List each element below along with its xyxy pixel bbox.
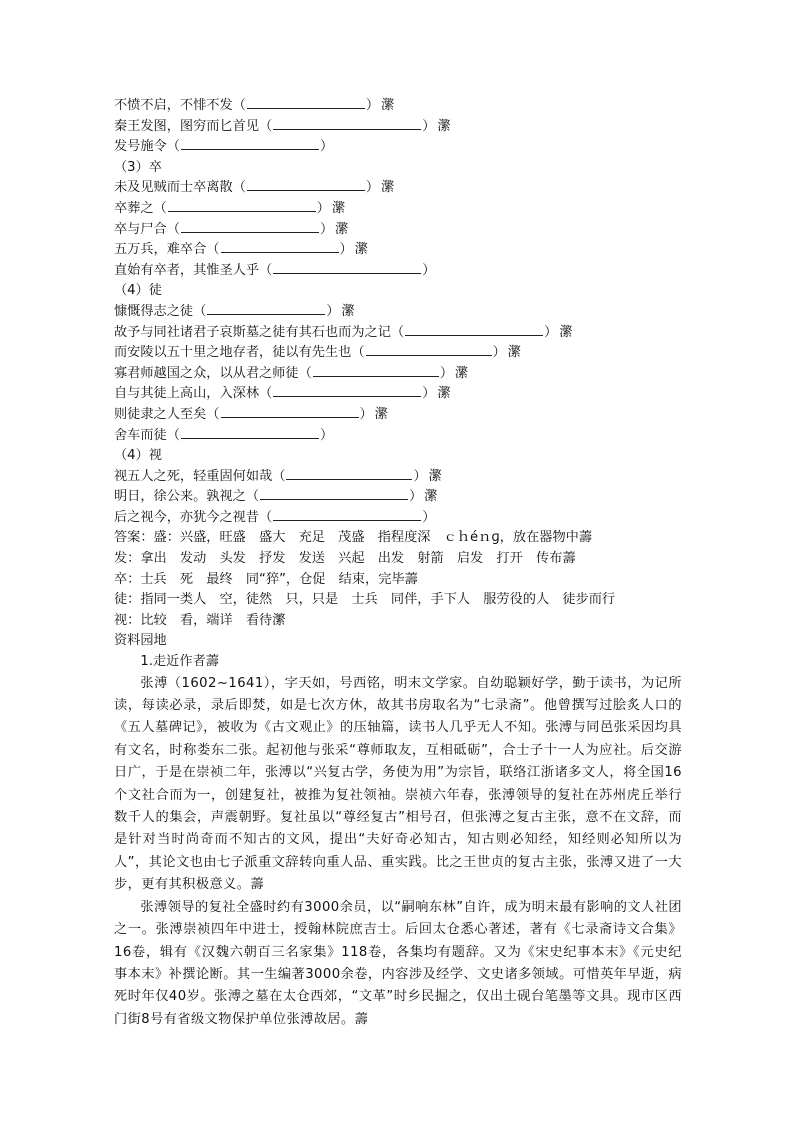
exercise-item — [114, 117, 682, 138]
closing-paren: ） — [422, 509, 436, 525]
line-end-mark: 瀿 — [381, 98, 395, 113]
exercise-item — [114, 467, 682, 488]
closing-paren: ） — [319, 139, 334, 155]
answer-line: 发：拿出 发动 头发 抒发 发送 兴起 出发 射箭 启发 打开 传布薵 — [114, 551, 576, 567]
answer-line: 答案：盛：兴盛，旺盛 盛大 充足 茂盛 指程度深 ｃｈéｎɡ，放在器物中薵 — [114, 530, 593, 546]
answer-blank[interactable] — [286, 467, 412, 480]
line-end-mark: 瀿 — [507, 345, 521, 361]
exercise-item — [114, 384, 682, 405]
exercise-item — [114, 199, 682, 220]
closing-paren: ） — [422, 386, 436, 402]
exercise-prompt: 则徒隶之人至矣（ — [114, 406, 220, 422]
exercise-item — [114, 240, 682, 261]
closing-paren: ） — [365, 98, 380, 113]
closing-paren: ） — [319, 221, 334, 237]
answer-blank[interactable] — [273, 261, 421, 274]
line-end-mark: 瀿 — [331, 200, 345, 216]
exercise-item — [114, 487, 682, 508]
closing-paren: ） — [316, 200, 330, 216]
line-end-mark: 瀿 — [374, 406, 388, 422]
exercise-item — [114, 220, 682, 241]
section-title: 资料园地 — [114, 633, 167, 649]
exercise-prompt: 卒与尸合（ — [114, 221, 180, 237]
exercise-prompt: 未及见贼而士卒离散（ — [114, 180, 246, 196]
answer-line: 视：比较 看，端详 看待瀿 — [114, 612, 286, 628]
exercise-heading: （4）徒 — [114, 283, 162, 299]
answer-blank[interactable] — [273, 117, 421, 130]
answer-line: 徒：指同一类人 空，徒然 只，只是 士兵 同伴，手下人 服劳役的人 徒步而行 — [114, 592, 616, 608]
exercise-item — [114, 508, 682, 529]
line-end-mark: 瀿 — [428, 468, 442, 484]
closing-paren: ） — [326, 303, 340, 319]
author-paragraph: 张溥领导的复社全盛时约有3000余员，以“嗣响东林”自许，成为明末最有影响的文人社团之一。张溥崇祯四年中进士，授翰林院庶吉士。后回太仓悉心著述，著有《七录斋诗文合集》16卷，辑有《汉魏六朝百三名家集》118卷，各集均有题辞。又为《宋史纪事本末》《元史纪事本末》补撰论断。其一生编著3000余卷，内容涉及经学、文史诸多领域。可惜英年早逝，病死时年仅40岁。张溥之墓在太仓西郊，“文革”时乡民掘之，仅出土砚台笔墨等文具。现市区西门街8号有省级文物保护单位张溥故居。薵 — [114, 899, 682, 1027]
exercise-item — [114, 426, 682, 447]
line-end-mark: 瀿 — [559, 324, 573, 340]
author-paragraph: 张溥（1602~1641），字天如，号西铭，明末文学家。自幼聪颖好学，勤于读书，为记所读，每读必录，录后即焚，如是七次方休，故其书房取名为“七录斋”。他曾撰写过脍炙人口的《五人墓碑记》，被收为《古文观止》的压轴篇，读书人几乎无人不知。张溥与同邑张采因均具有文名，时称娄东二张。起初他与张采“尊师取友，互相砥砺”，合士子十一人为应社。后交游日广，于是在崇祯二年，张溥以“兴复古学，务使为用”为宗旨，联络江浙诸多文人，将全国16个文社合而为一，创建复社，被推为复社领袖。崇祯六年春，张溥领导的复社在苏州虎丘举行数千人的集会，声震朝野。复社虽以“尊经复古”相号召，但张溥之复古主张，意不在文辞，而是针对当时尚奇而不知古的文风，提出“夫好奇必知古，知古则必知经，知经则必知所以为人”，其论文也由七子派重文辞转向重人品、重实践。比之王世贞的复古主张，张溥又进了一大步，更有其积极意义。薵 — [114, 675, 682, 893]
answer-blank[interactable] — [181, 426, 319, 439]
exercise-item — [114, 302, 682, 323]
answer-blank[interactable] — [207, 302, 325, 315]
answer-blank[interactable] — [273, 384, 421, 397]
answer-blank[interactable] — [247, 96, 365, 109]
exercise-prompt: 直始有卒者，其惟圣人乎（ — [114, 262, 273, 278]
line-end-mark: 瀿 — [437, 386, 451, 402]
answer-blank[interactable] — [221, 405, 359, 418]
line-end-mark: 瀿 — [437, 118, 451, 134]
answer-block — [114, 528, 682, 631]
answer-blank[interactable] — [247, 178, 365, 191]
line-end-mark: 瀿 — [335, 221, 349, 237]
exercise-prompt: 视五人之死，轻重固何如哉（ — [114, 468, 286, 484]
exercise-prompt: 秦王发图，图穷而匕首见（ — [114, 118, 273, 134]
closing-paren: ） — [544, 324, 558, 340]
exercise-heading: （4）视 — [114, 448, 162, 464]
closing-paren: ） — [413, 468, 427, 484]
closing-paren: ） — [422, 118, 436, 134]
answer-line: 卒：士兵 死 最终 同“猝”，仓促 结束，完毕薵 — [114, 571, 418, 587]
exercise-item — [114, 261, 682, 282]
exercise-prompt: 舍车而徒（ — [114, 427, 180, 443]
exercise-item — [114, 343, 682, 364]
answer-blank[interactable] — [366, 343, 492, 356]
exercise-prompt: 五万兵，难卒合（ — [114, 242, 220, 258]
exercise-prompt: 发号施令（ — [114, 139, 180, 155]
closing-paren: ） — [365, 180, 380, 196]
closing-paren: ） — [439, 365, 453, 381]
exercise-item — [114, 96, 682, 117]
exercise-prompt: 寡君师越国之众，以从君之师徒（ — [114, 365, 312, 381]
exercise-item — [114, 137, 682, 158]
exercise-prompt: 而安陵以五十里之地存者，徒以有先生也（ — [114, 345, 365, 361]
fill-blank-exercise — [114, 96, 682, 528]
line-end-mark: 瀿 — [341, 303, 355, 319]
closing-paren: ） — [319, 427, 334, 443]
closing-paren: ） — [409, 489, 423, 505]
answer-blank[interactable] — [221, 240, 339, 253]
document-content — [114, 96, 682, 1031]
answer-blank[interactable] — [273, 508, 421, 521]
exercise-item — [114, 405, 682, 426]
line-end-mark: 瀿 — [455, 365, 469, 381]
exercise-item — [114, 178, 682, 199]
closing-paren: ） — [339, 242, 353, 258]
answer-blank[interactable] — [260, 487, 408, 500]
subsection-title: 1.走近作者薵 — [140, 654, 219, 670]
closing-paren: ） — [422, 262, 436, 278]
closing-paren: ） — [359, 406, 373, 422]
exercise-prompt: 卒葬之（ — [114, 200, 167, 216]
exercise-item — [114, 323, 682, 344]
closing-paren: ） — [492, 345, 506, 361]
answer-blank[interactable] — [181, 137, 319, 150]
line-end-mark: 瀿 — [381, 180, 395, 196]
exercise-heading: （3）卒 — [114, 159, 162, 175]
exercise-prompt: 故予与同社诸君子哀斯墓之徒有其石也而为之记（ — [114, 324, 405, 340]
answer-blank[interactable] — [168, 199, 316, 212]
line-end-mark: 瀿 — [354, 242, 368, 258]
answer-blank[interactable] — [181, 220, 319, 233]
exercise-prompt: 后之视今，亦犹今之视昔（ — [114, 509, 273, 525]
answer-blank[interactable] — [405, 323, 543, 336]
exercise-prompt: 慷慨得志之徒（ — [114, 303, 207, 319]
line-end-mark: 瀿 — [424, 489, 438, 505]
exercise-prompt: 自与其徒上高山，入深林（ — [114, 386, 273, 402]
exercise-prompt: 明日，徐公来。孰视之（ — [114, 489, 260, 505]
exercise-prompt: 不愤不启，不悱不发（ — [114, 98, 246, 113]
answer-blank[interactable] — [313, 364, 439, 377]
exercise-item — [114, 364, 682, 385]
